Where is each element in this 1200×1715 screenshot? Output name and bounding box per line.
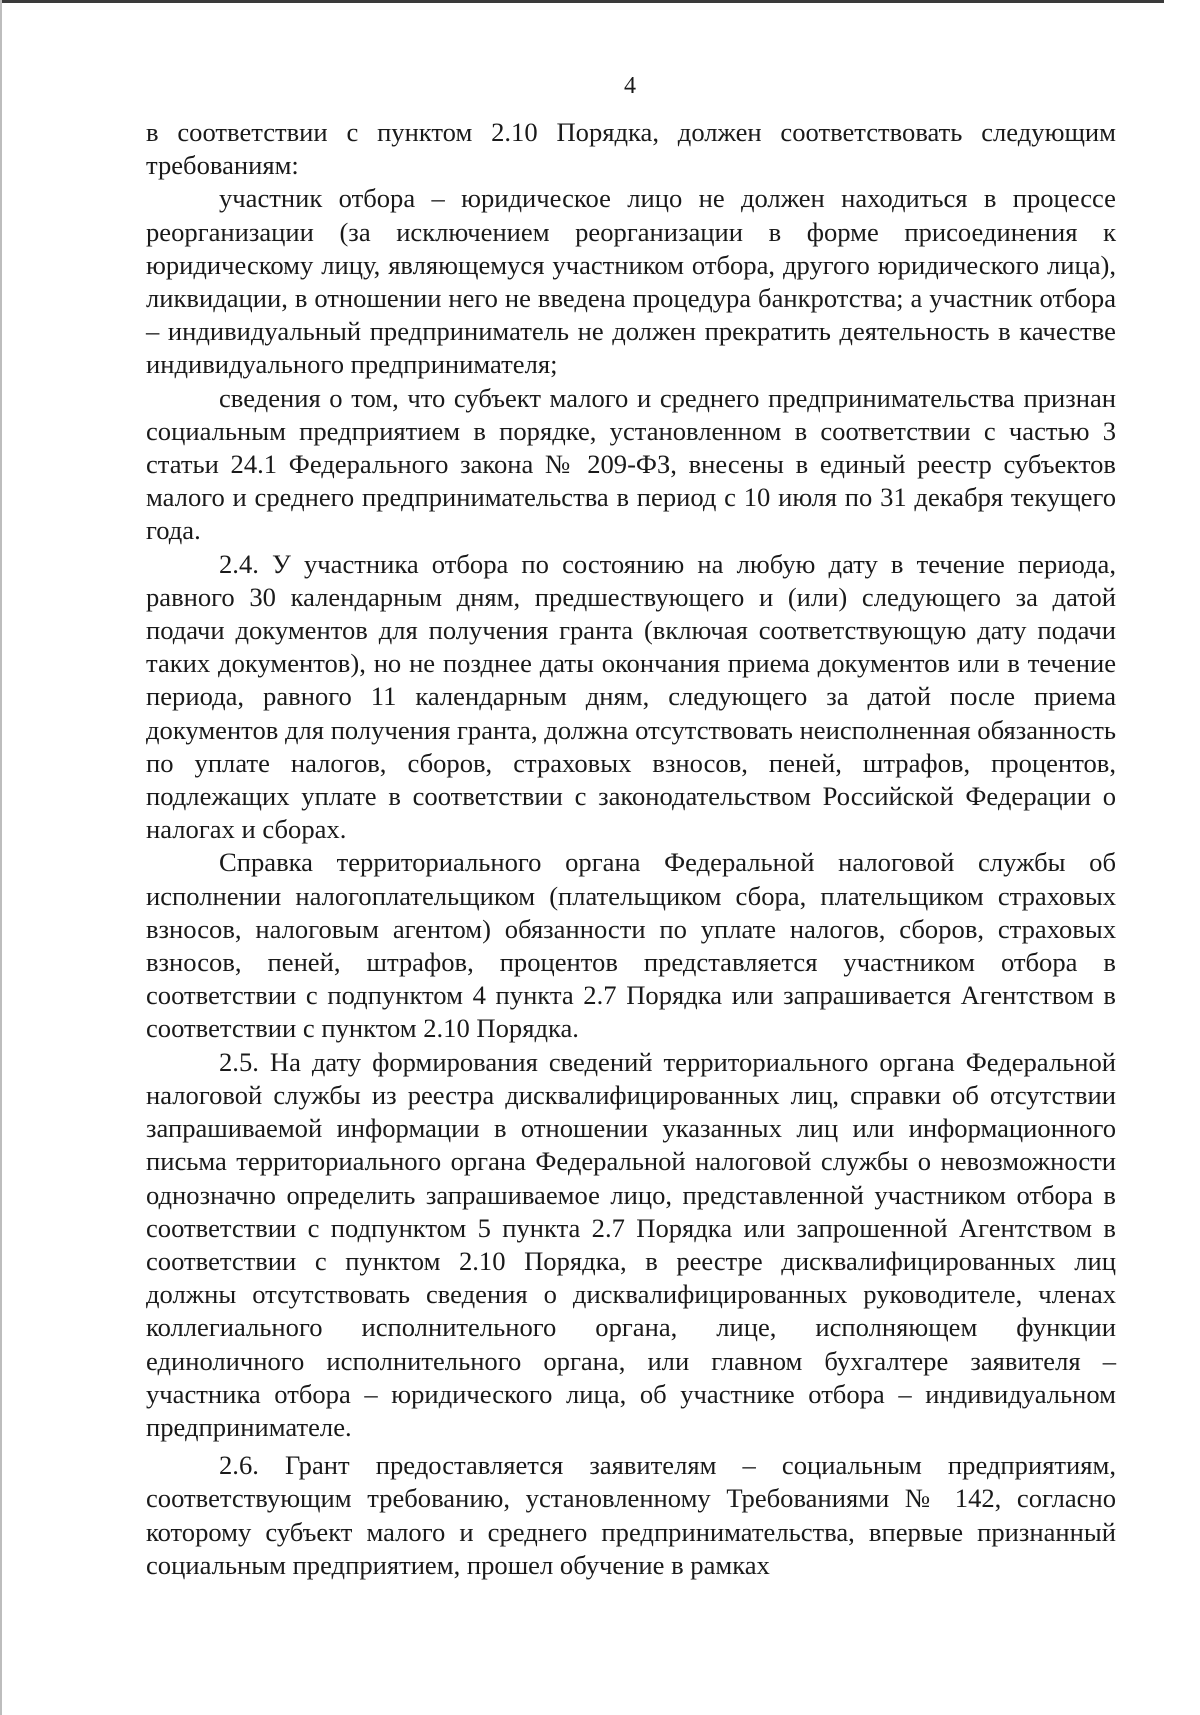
paragraph-legal-entity-requirement: участник отбора – юридическое лицо не должен находиться в процессе реорганизации (за исключением реорганизации в форме присоединения к юридическому лицу, являющемуся участником отбора, другого юридического лица), ликвидации, в отношении него не введена процедура банкротства; а участник отбора – индивидуальный предприниматель не должен прекратить деятельность в качестве индивидуального предпринимателя; — [146, 183, 1116, 380]
paragraph-tax-certificate: Справка территориального органа Федеральной налоговой службы об исполнении налогоплательщиком (плательщиком сбора, плательщиком страховых взносов, налоговым агентом) обязанности по уплате налогов, сборов, страховых взносов, пеней, штрафов, процентов представляется участником отбора в соответствии с подпунктом 4 пункта 2.7 Порядка или запрашивается Агентством в соответствии с пунктом 2.10 Порядка. — [146, 847, 1116, 1044]
scan-left-edge — [0, 0, 2, 1715]
paragraph-clause-2-6: 2.6. Грант предоставляется заявителям – социальным предприятиям, соответствующим требованию, установленному Требованиями № 142, согласно которому субъект малого и среднего предпринимательства, впервые признанный социальным предприятием, прошел обучение в рамках — [146, 1450, 1116, 1580]
paragraph-social-enterprise-registry: сведения о том, что субъект малого и среднего предпринимательства признан социальным предприятием в порядке, установленном в соответствии с частью 3 статьи 24.1 Федерального закона № 209-ФЗ, внесены в единый реестр субъектов малого и среднего предпринимательства в период с 10 июля по 31 декабря текущего года. — [146, 382, 1116, 546]
paragraph-requirements-intro: в соответствии с пунктом 2.10 Порядка, должен соответствовать следующим требованиям: — [146, 117, 1116, 181]
page-number: 4 — [624, 73, 636, 99]
document-body — [146, 116, 1116, 1582]
paragraph-clause-2-5: 2.5. На дату формирования сведений территориального органа Федеральной налоговой службы из реестра дисквалифицированных лиц, справки об отсутствии запрашиваемой информации в отношении указанных лиц или информационного письма территориального органа Федеральной налоговой службы о невозможности однозначно определить запрашиваемое лицо, представленной участником отбора в соответствии с подпунктом 5 пункта 2.7 Порядка или запрошенной Агентством в соответствии с пунктом 2.10 Порядка, в реестре дисквалифицированных лиц должны отсутствовать сведения о дисквалифицированных руководителе, членах коллегиального исполнительного органа, лице, исполняющем функции единоличного исполнительного органа, или главном бухгалтере заявителя – участника отбора – юридического лица, об участнике отбора – индивидуальном предпринимателе. — [146, 1046, 1116, 1442]
scan-top-edge — [0, 0, 1200, 3]
paragraph-clause-2-4: 2.4. У участника отбора по состоянию на любую дату в течение периода, равного 30 календарным дням, предшествующего и (или) следующего за датой подачи документов для получения гранта (включая соответствующую дату подачи таких документов), но не позднее даты окончания приема документов или в течение периода, равного 11 календарным дням, следующего за датой после приема документов для получения гранта, должна отсутствовать неисполненная обязанность по уплате налогов, сборов, страховых взносов, пеней, штрафов, процентов, подлежащих уплате в соответствии с законодательством Российской Федерации о налогах и сборах. — [146, 548, 1116, 845]
